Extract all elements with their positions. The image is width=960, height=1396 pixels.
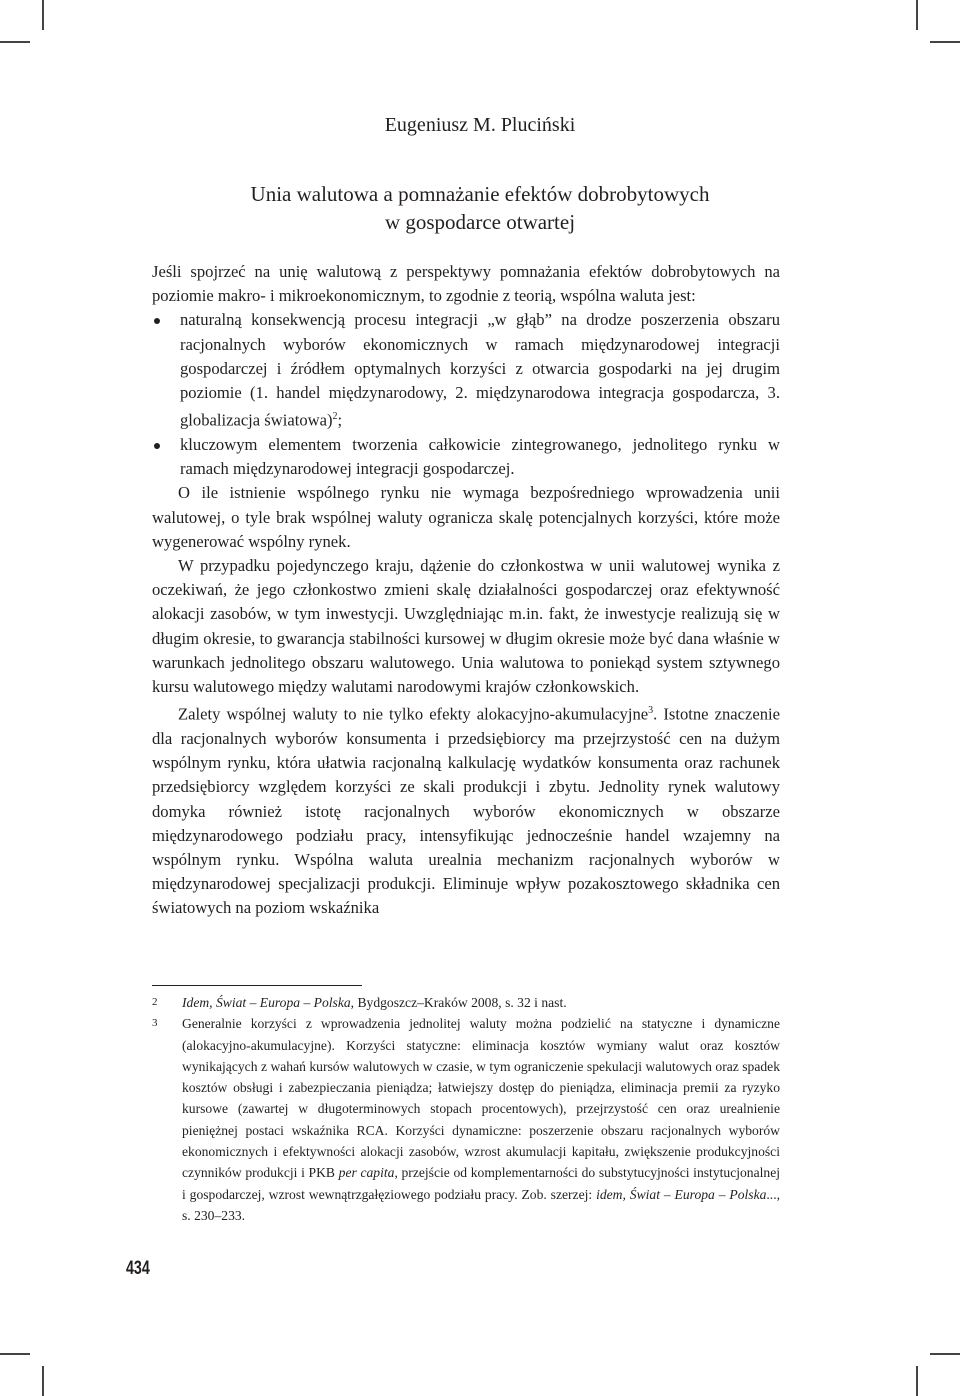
author-name: Eugeniusz M. Pluciński: [384, 114, 576, 136]
footnote-text-c: ..., s. 230–233.: [182, 1186, 780, 1223]
chapter-title: [150, 180, 810, 236]
bullet-text-2: kluczowym elementem tworzenia całkowicie zintegrowanego, jednolitego rynku w ramach międzynarodowej integracji gospodarczej.: [180, 434, 780, 479]
footnote-text: [182, 1013, 780, 1226]
paragraph-text: Zalety wspólnej waluty to nie tylko efekty alokacyjno-akumulacyjne: [178, 704, 649, 724]
footnote-number: 2: [152, 996, 158, 1008]
bullet-icon: [152, 308, 180, 433]
bullet-icon: [152, 433, 180, 481]
footnote-italic: per capita: [338, 1165, 395, 1181]
footnote-number: 3: [152, 1017, 158, 1030]
paragraph: [152, 699, 780, 920]
paragraph: W przypadku pojedynczego kraju, dążenie do członkostwa w unii walutowej wynika z oczekiwań, że jego członkostwo zmieni skalę działalności gospodarczej oraz efektywność alokacji zasobów, w tym inwestycji. Uwzględniając m.in. fakt, że inwestycje realizują się w długim okresie, to gwarancja stabilności kursowej w długim okresie może być dana właśnie w warunkach jednolitego obszaru walutowego. Unia walutowa to poniekąd system sztywnego kursu walutowego między walutami narodowymi krajów członkowskich.: [152, 555, 780, 696]
footnotes: [152, 992, 780, 1226]
bullet-item: [152, 433, 780, 481]
footnote-ref: 2: [332, 411, 338, 423]
footnote-italic: idem, Świat – Europa – Polska: [596, 1186, 767, 1202]
footnote-rule: [152, 985, 362, 986]
crop-mark: [0, 41, 30, 43]
crop-mark: [916, 1366, 918, 1396]
crop-mark: [916, 0, 918, 30]
page-number: 434: [126, 1258, 150, 1279]
paragraph-text: . Istotne znaczenie dla racjonalnych wyborów konsumenta i przedsiębiorcy ma przejrzystość cen na dużym wspólnym rynku, która ułatwia racjonalną kalkulację wydatków konsumenta oraz rachunek przedsiębiorcy względem korzyści ze skali produkcji i zbytu. Jednolity rynek walutowy domyka również istotę racjonalnych wyborów ekonomicznych w obszarze międzynarodowego podziału pracy, intensyfikując jednocześnie handel wzajemny na wspólnym rynku. Wspólna waluta urealnia mechanizm racjonalnych wyborów w międzynarodowej specjalizacji produkcji. Eliminuje wpływ pozakosztowego składnika cen światowych na poziom wskaźnika: [152, 704, 780, 918]
footnote-italic: Idem, Świat – Europa – Polska: [182, 995, 351, 1010]
crop-mark: [42, 0, 44, 30]
footnote-text-rest: , Bydgoszcz–Kraków 2008, s. 32 i nast.: [350, 995, 567, 1010]
chapter-title-line2: w gospodarce otwartej: [384, 210, 576, 234]
crop-mark: [930, 1353, 960, 1355]
bullet-text-1-end: ;: [337, 410, 343, 430]
crop-mark: [930, 41, 960, 43]
footnote: [152, 1013, 780, 1226]
footnote-text: [182, 992, 780, 1013]
body-text: [152, 260, 780, 921]
crop-mark: [42, 1366, 44, 1396]
footnote-ref: 3: [648, 705, 654, 717]
paragraph: O ile istnienie wspólnego rynku nie wymaga bezpośredniego wprowadzenia unii walutowej, o tyle brak wspólnej waluty ogranicza skalę potencjalnych korzyści, które może wygenerować wspólny rynek.: [152, 483, 780, 551]
footnote: [152, 992, 780, 1013]
footnote-text-a: Generalnie korzyści z wprowadzenia jednolitej waluty można podzielić na statyczne i dynamiczne (alokacyjno-akumulacyjne). Korzyści statyczne: eliminacja kosztów wymiany walut oraz kosztów wynikających z wahań kursów walutowych w czasie, w tym ograniczenie spekulacji walutowych oraz spadek kosztów obsługi i zabezpieczania pieniądza; łatwiejszy dostęp do pieniądza, eliminacja premii za ryzyko kursowe (zawartej w długoterminowych stopach procentowych), przejrzystość cen oraz urealnienie pieniężnej postaci wskaźnika RCA. Korzyści dynamiczne: poszerzenie obszaru racjonalnych wyborów ekonomicznych i efektywności alokacji zasobów, wzrost akumulacji kapitału, zwiększenie produkcyjności czynników produkcji i PKB: [182, 1016, 780, 1181]
chapter-title-line1: Unia walutowa a pomnażanie efektów dobrobytowych: [250, 182, 710, 206]
bullet-text: [180, 308, 780, 433]
intro-paragraph: Jeśli spojrzeć na unię walutową z perspektywy pomnażania efektów dobrobytowych na poziomie makro- i mikroekonomicznym, to zgodnie z teorią, wspólna waluta jest:: [152, 262, 780, 306]
bullet-item: [152, 308, 780, 433]
bullet-text-1: naturalną konsekwencją procesu integracji „w głąb” na drodze poszerzenia obszaru racjonalnych wyborów ekonomicznych w ramach międzynarodowej integracji gospodarczej i źródłem optymalnych korzyści z otwarcia gospodarki na jej drugim poziomie (1. handel międzynarodowy, 2. międzynarodowa integracja gospodarcza, 3. globalizacja światowa): [180, 310, 780, 430]
footnote-text-b: , przejście od komplementarności do substytucyjności instytucjonalnej i gospodarczej, wzrost wewnątrzgałęziowego podziału pracy. Zob. szerzej:: [182, 1165, 781, 1202]
crop-mark: [0, 1353, 30, 1355]
